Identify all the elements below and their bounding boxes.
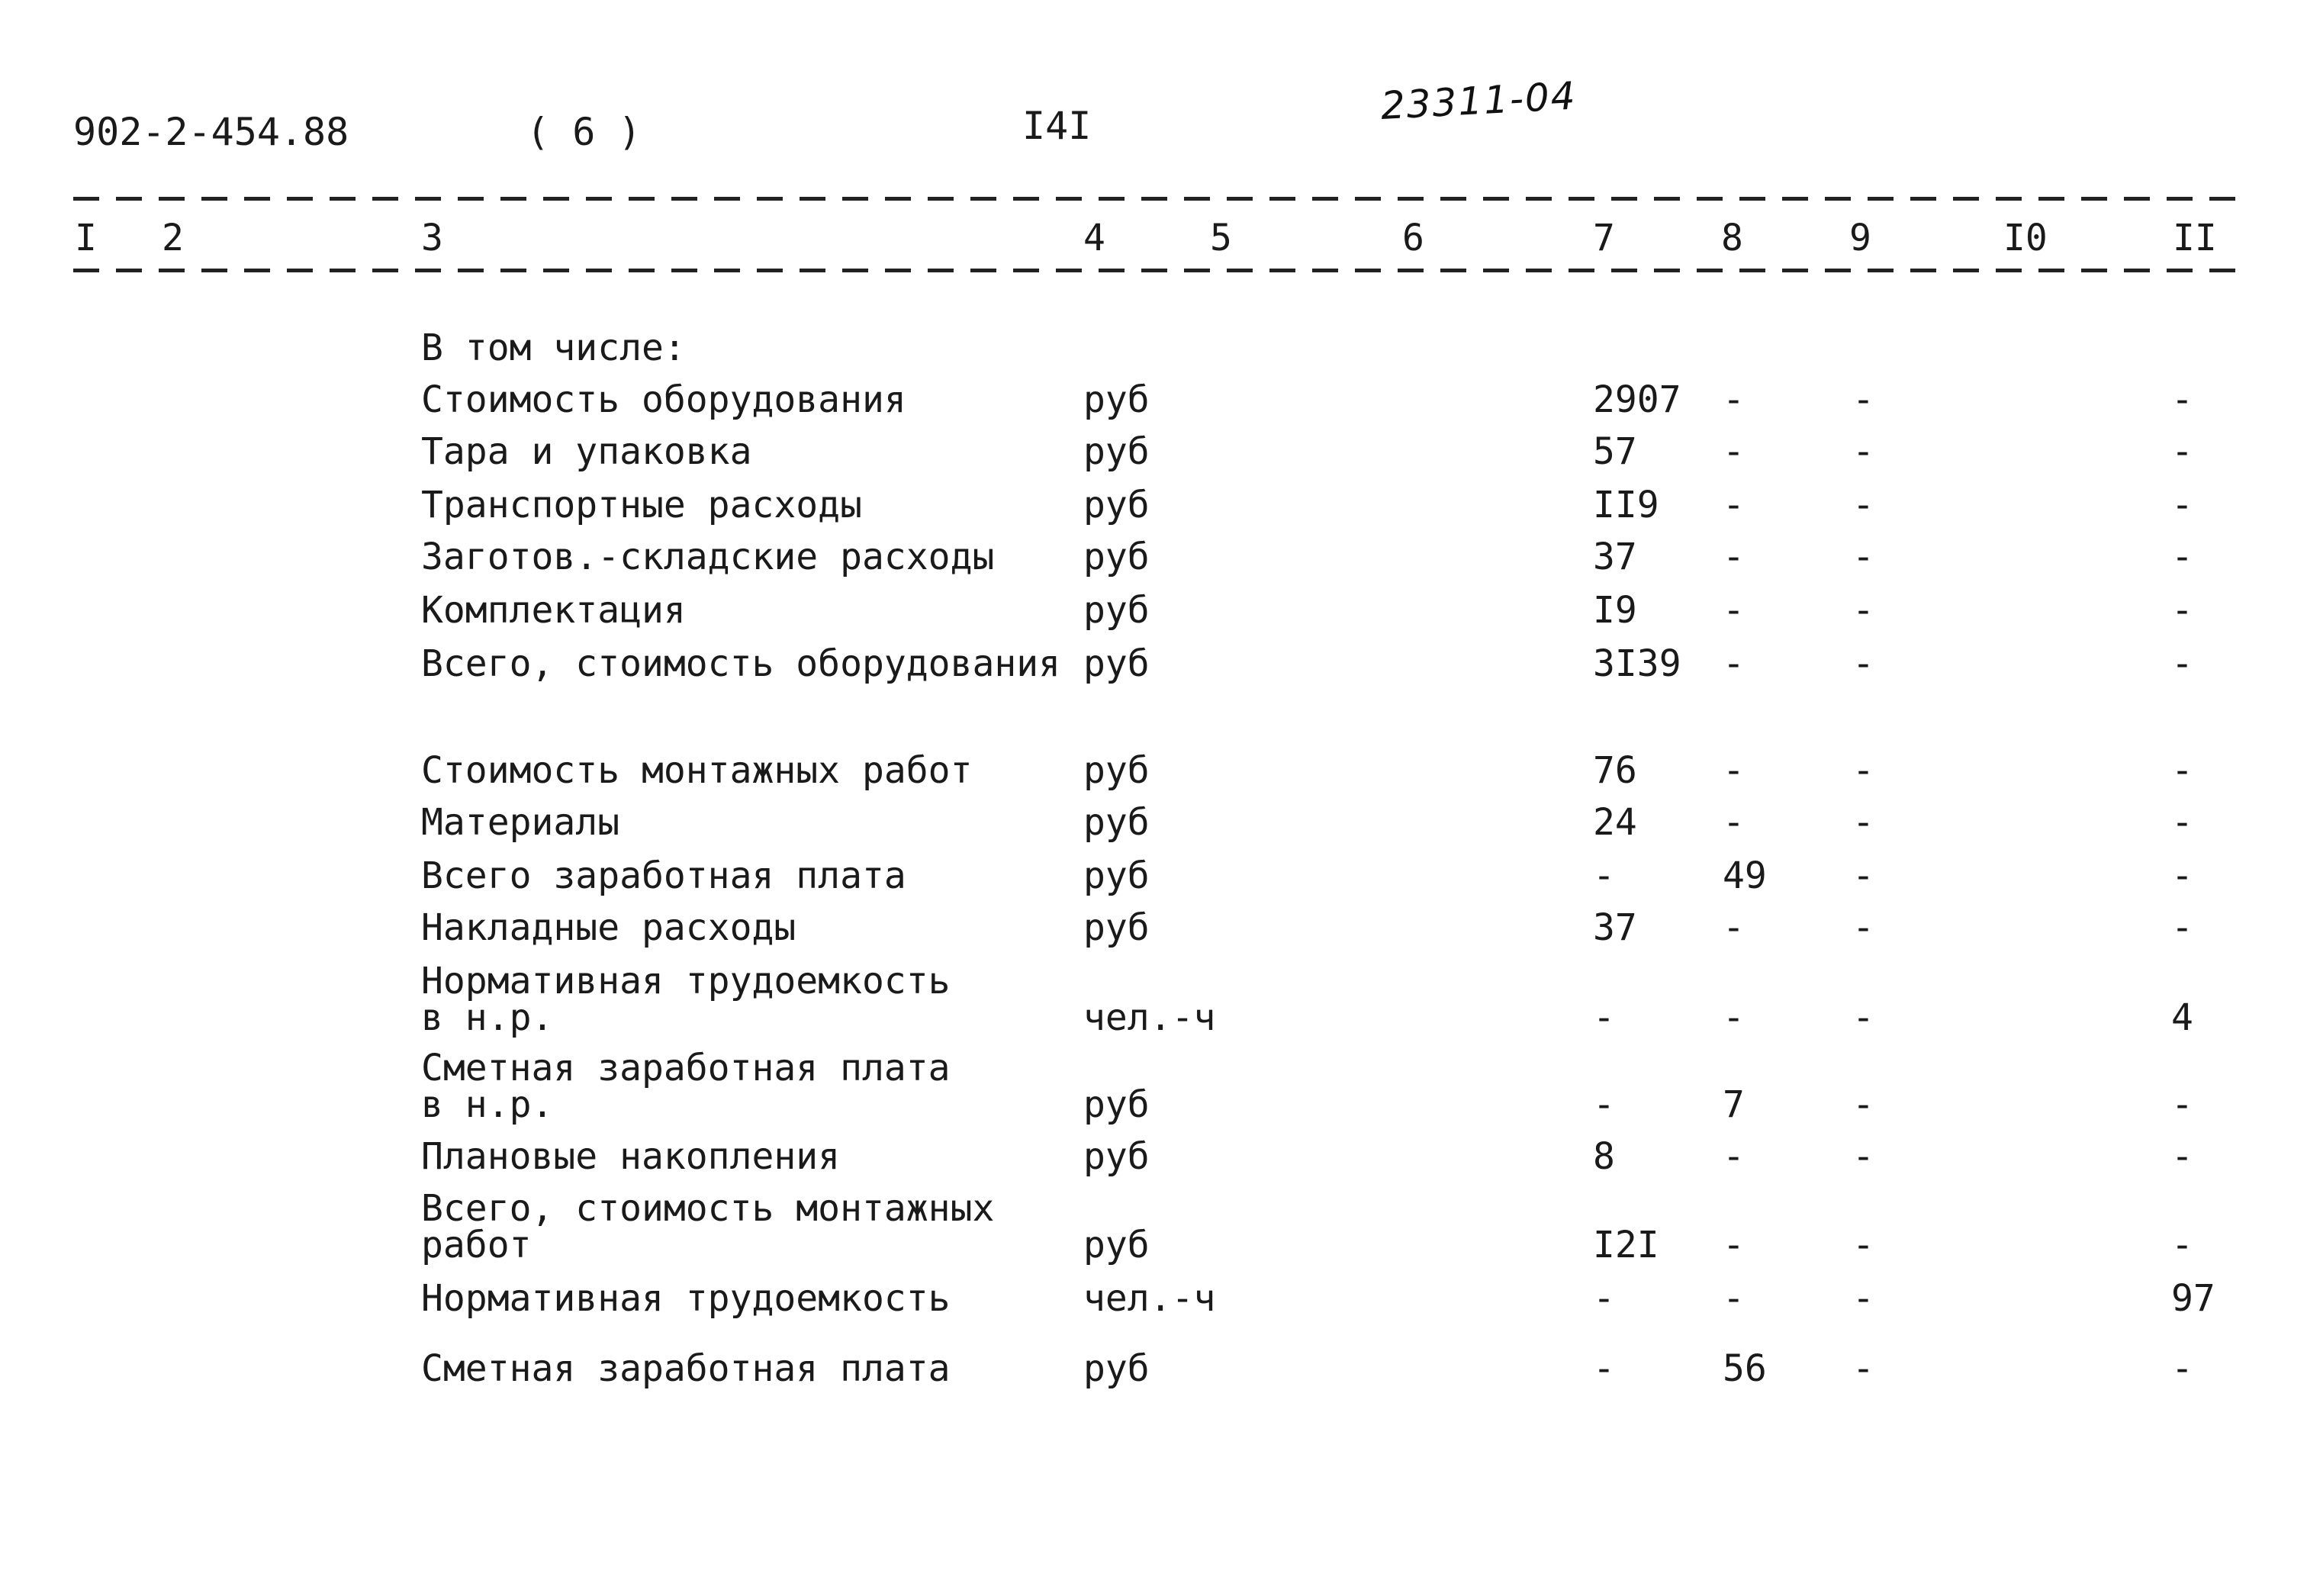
row-col9: - bbox=[1852, 749, 1874, 792]
row-col7: - bbox=[1593, 996, 1615, 1039]
row-col8: - bbox=[1723, 378, 1745, 421]
row-col11: - bbox=[2171, 536, 2193, 578]
row-description: Материалы bbox=[421, 801, 620, 844]
row-col7: II9 bbox=[1593, 484, 1659, 526]
row-col11: - bbox=[2171, 378, 2193, 421]
row-unit: руб bbox=[1083, 1347, 1150, 1390]
row-col7: 57 bbox=[1593, 430, 1637, 473]
row-col11: 4 bbox=[2171, 996, 2193, 1039]
row-description: Всего заработная плата bbox=[421, 854, 906, 897]
row-unit: руб bbox=[1083, 801, 1150, 844]
row-col7: - bbox=[1593, 1277, 1615, 1320]
document-number: 902-2-454.88 bbox=[73, 110, 349, 154]
section-number: ( 6 ) bbox=[526, 110, 642, 154]
column-header-5: 5 bbox=[1210, 217, 1232, 259]
row-col11: - bbox=[2171, 1135, 2193, 1178]
row-col11: 97 bbox=[2171, 1277, 2215, 1320]
row-description: Всего, стоимость монтажных работ bbox=[421, 1187, 995, 1266]
column-header-10: I0 bbox=[2003, 217, 2048, 259]
handwritten-code: 23311-04 bbox=[1379, 73, 1578, 128]
row-col8: - bbox=[1723, 536, 1745, 578]
row-description: Сметная заработная плата в н.р. bbox=[421, 1047, 951, 1126]
row-unit: руб bbox=[1083, 536, 1150, 578]
row-unit: руб bbox=[1083, 589, 1150, 632]
row-col8: - bbox=[1723, 749, 1745, 792]
row-col8: 7 bbox=[1723, 1083, 1745, 1126]
column-header-1: I bbox=[75, 217, 97, 259]
column-header-8: 8 bbox=[1721, 217, 1743, 259]
row-col7: 24 bbox=[1593, 801, 1637, 844]
intro-text: В том числе: bbox=[421, 327, 686, 369]
header-top-rule bbox=[73, 197, 2240, 201]
row-col11: - bbox=[2171, 801, 2193, 844]
row-unit: руб bbox=[1083, 642, 1150, 685]
row-description: Нормативная трудоемкость bbox=[421, 1277, 951, 1320]
row-col7: 8 bbox=[1593, 1135, 1615, 1178]
row-col11: - bbox=[2171, 854, 2193, 897]
row-col8: - bbox=[1723, 430, 1745, 473]
row-col8: - bbox=[1723, 484, 1745, 526]
row-description: Стоимость монтажных работ bbox=[421, 749, 973, 792]
row-description: Стоимость оборудования bbox=[421, 378, 906, 421]
row-description: Заготов.-складские расходы bbox=[421, 536, 995, 578]
row-unit: руб bbox=[1083, 906, 1150, 949]
row-col9: - bbox=[1852, 430, 1874, 473]
row-col9: - bbox=[1852, 1135, 1874, 1178]
row-col9: - bbox=[1852, 1224, 1874, 1266]
row-col7: I2I bbox=[1593, 1224, 1659, 1266]
column-header-6: 6 bbox=[1402, 217, 1424, 259]
row-col8: 56 bbox=[1723, 1347, 1767, 1390]
row-description: Тара и упаковка bbox=[421, 430, 752, 473]
row-col8: - bbox=[1723, 1277, 1745, 1320]
row-col7: 37 bbox=[1593, 906, 1637, 949]
row-col9: - bbox=[1852, 906, 1874, 949]
row-col7: I9 bbox=[1593, 589, 1637, 632]
row-unit: руб bbox=[1083, 1135, 1150, 1178]
row-col7: 37 bbox=[1593, 536, 1637, 578]
row-unit: руб bbox=[1083, 1224, 1150, 1266]
column-header-11: II bbox=[2173, 217, 2217, 259]
column-header-9: 9 bbox=[1849, 217, 1871, 259]
row-description: Транспортные расходы bbox=[421, 484, 862, 526]
column-header-4: 4 bbox=[1083, 217, 1105, 259]
row-col9: - bbox=[1852, 484, 1874, 526]
column-header-3: 3 bbox=[421, 217, 443, 259]
row-description: Всего, стоимость оборудования bbox=[421, 642, 1061, 685]
row-col8: - bbox=[1723, 1135, 1745, 1178]
row-col11: - bbox=[2171, 1083, 2193, 1126]
row-col7: - bbox=[1593, 1083, 1615, 1126]
row-col8: 49 bbox=[1723, 854, 1767, 897]
row-col9: - bbox=[1852, 378, 1874, 421]
row-unit: чел.-ч bbox=[1083, 1277, 1216, 1320]
row-col8: - bbox=[1723, 996, 1745, 1039]
row-unit: руб bbox=[1083, 1083, 1150, 1126]
row-col7: 2907 bbox=[1593, 378, 1681, 421]
row-col8: - bbox=[1723, 642, 1745, 685]
row-description: Нормативная трудоемкость в н.р. bbox=[421, 960, 951, 1039]
row-col9: - bbox=[1852, 996, 1874, 1039]
row-col8: - bbox=[1723, 589, 1745, 632]
row-col9: - bbox=[1852, 1083, 1874, 1126]
row-col9: - bbox=[1852, 854, 1874, 897]
row-col7: - bbox=[1593, 1347, 1615, 1390]
row-col11: - bbox=[2171, 484, 2193, 526]
column-header-2: 2 bbox=[162, 217, 184, 259]
row-col11: - bbox=[2171, 430, 2193, 473]
row-col11: - bbox=[2171, 1224, 2193, 1266]
row-unit: руб bbox=[1083, 749, 1150, 792]
row-col11: - bbox=[2171, 906, 2193, 949]
row-col11: - bbox=[2171, 1347, 2193, 1390]
row-col8: - bbox=[1723, 1224, 1745, 1266]
row-col11: - bbox=[2171, 589, 2193, 632]
row-unit: чел.-ч bbox=[1083, 996, 1216, 1039]
row-col11: - bbox=[2171, 749, 2193, 792]
row-description: Накладные расходы bbox=[421, 906, 796, 949]
row-col9: - bbox=[1852, 801, 1874, 844]
column-header-7: 7 bbox=[1593, 217, 1615, 259]
row-col9: - bbox=[1852, 1277, 1874, 1320]
row-col9: - bbox=[1852, 642, 1874, 685]
row-unit: руб bbox=[1083, 430, 1150, 473]
row-col7: 76 bbox=[1593, 749, 1637, 792]
row-description: Комплектация bbox=[421, 589, 686, 632]
row-col8: - bbox=[1723, 906, 1745, 949]
row-col7: - bbox=[1593, 854, 1615, 897]
page-number: I4I bbox=[1022, 104, 1092, 148]
row-col8: - bbox=[1723, 801, 1745, 844]
row-col9: - bbox=[1852, 589, 1874, 632]
row-unit: руб bbox=[1083, 854, 1150, 897]
header-bottom-rule bbox=[73, 269, 2240, 272]
row-unit: руб bbox=[1083, 378, 1150, 421]
row-col9: - bbox=[1852, 536, 1874, 578]
row-col11: - bbox=[2171, 642, 2193, 685]
row-col7: 3I39 bbox=[1593, 642, 1681, 685]
row-unit: руб bbox=[1083, 484, 1150, 526]
row-description: Плановые накопления bbox=[421, 1135, 841, 1178]
row-description: Сметная заработная плата bbox=[421, 1347, 951, 1390]
row-col9: - bbox=[1852, 1347, 1874, 1390]
